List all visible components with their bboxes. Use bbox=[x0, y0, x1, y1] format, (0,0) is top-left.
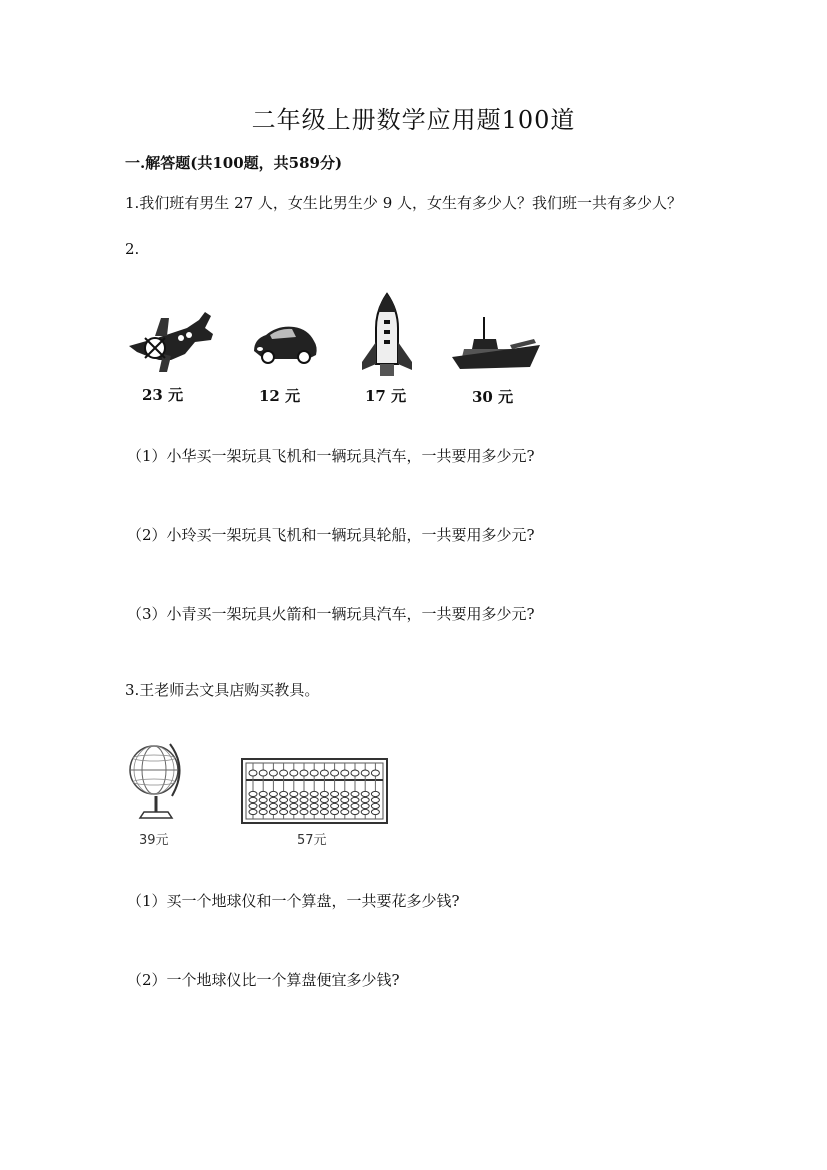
question-3-sub-2: （2）一个地球仪比一个算盘便宜多少钱? bbox=[127, 971, 400, 989]
abacus-bead bbox=[259, 791, 267, 796]
abacus-bead bbox=[351, 770, 359, 776]
abacus-bead bbox=[269, 770, 277, 776]
question-2-sub-3: （3）小青买一架玩具火箭和一辆玩具汽车，一共要用多少元? bbox=[127, 605, 535, 623]
abacus-bead bbox=[249, 797, 257, 802]
abacus-bead bbox=[269, 797, 277, 802]
abacus-bead bbox=[361, 770, 369, 776]
abacus-bead bbox=[310, 803, 318, 808]
airplane-icon bbox=[125, 308, 217, 378]
abacus-bead bbox=[310, 791, 318, 796]
abacus-bead bbox=[310, 809, 318, 814]
abacus-bead bbox=[249, 770, 257, 776]
abacus-bead bbox=[331, 797, 339, 802]
abacus-bead bbox=[331, 770, 339, 776]
abacus-bead bbox=[371, 803, 379, 808]
abacus-bead bbox=[341, 797, 349, 802]
question-2-sub-2: （2）小玲买一架玩具飞机和一辆玩具轮船，一共要用多少元? bbox=[127, 526, 535, 544]
toy-price-rocket: 17 元 bbox=[365, 387, 407, 405]
question-1: 1.我们班有男生 27 人，女生比男生少 9 人，女生有多少人？我们班一共有多少人？ bbox=[125, 194, 683, 212]
abacus-bead bbox=[290, 809, 298, 814]
abacus-bead bbox=[371, 791, 379, 796]
abacus-bead bbox=[269, 803, 277, 808]
abacus-bead bbox=[351, 809, 359, 814]
abacus-bead bbox=[259, 809, 267, 814]
abacus-bead bbox=[249, 791, 257, 796]
section-heading: 一.解答题(共100题，共589分) bbox=[125, 154, 343, 172]
abacus-bead bbox=[259, 803, 267, 808]
abacus-bead bbox=[331, 791, 339, 796]
abacus-bead bbox=[371, 809, 379, 814]
abacus-bead bbox=[361, 809, 369, 814]
abacus-bead bbox=[320, 803, 328, 808]
rocket-icon bbox=[358, 292, 416, 378]
abacus-bead bbox=[310, 770, 318, 776]
ship-icon bbox=[450, 315, 542, 373]
globe-icon bbox=[126, 738, 186, 826]
abacus-bead bbox=[351, 791, 359, 796]
abacus-bead bbox=[249, 803, 257, 808]
abacus-bead bbox=[351, 797, 359, 802]
abacus-bead bbox=[290, 791, 298, 796]
abacus-bead bbox=[280, 797, 288, 802]
abacus-bead bbox=[259, 770, 267, 776]
abacus-bead bbox=[361, 797, 369, 802]
abacus-bead bbox=[300, 791, 308, 796]
abacus-bead bbox=[280, 791, 288, 796]
abacus-bead bbox=[269, 809, 277, 814]
toy-price-ship: 30 元 bbox=[472, 388, 514, 406]
abacus-bead bbox=[351, 803, 359, 808]
abacus-bead bbox=[269, 791, 277, 796]
abacus-bead bbox=[249, 809, 257, 814]
car-icon bbox=[250, 323, 320, 365]
abacus-bead bbox=[280, 770, 288, 776]
abacus-bead bbox=[341, 770, 349, 776]
question-3: 3.王老师去文具店购买教具。 bbox=[125, 681, 320, 699]
abacus-bead bbox=[361, 803, 369, 808]
toy-price-car: 12 元 bbox=[259, 387, 301, 405]
abacus-bead bbox=[310, 797, 318, 802]
abacus-bead bbox=[361, 791, 369, 796]
question-2-sub-1: （1）小华买一架玩具飞机和一辆玩具汽车，一共要用多少元? bbox=[127, 447, 535, 465]
item-price-abacus: 57元 bbox=[297, 833, 327, 848]
item-price-globe: 39元 bbox=[139, 833, 169, 848]
abacus-bead bbox=[300, 809, 308, 814]
abacus-bead bbox=[300, 803, 308, 808]
abacus-bead bbox=[290, 803, 298, 808]
abacus-icon bbox=[241, 758, 388, 824]
abacus-bead bbox=[320, 809, 328, 814]
abacus-bead bbox=[320, 770, 328, 776]
question-2-number: 2. bbox=[125, 240, 140, 258]
abacus-bead bbox=[290, 770, 298, 776]
abacus-bead bbox=[371, 797, 379, 802]
abacus-bead bbox=[259, 797, 267, 802]
abacus-bead bbox=[300, 770, 308, 776]
abacus-bead bbox=[320, 797, 328, 802]
page-title: 二年级上册数学应用题100道 bbox=[251, 106, 576, 134]
abacus-bead bbox=[280, 803, 288, 808]
abacus-bead bbox=[371, 770, 379, 776]
abacus-bead bbox=[280, 809, 288, 814]
abacus-bead bbox=[290, 797, 298, 802]
abacus-bead bbox=[300, 797, 308, 802]
abacus-bead bbox=[331, 803, 339, 808]
abacus-bead bbox=[341, 809, 349, 814]
abacus-bead bbox=[331, 809, 339, 814]
toy-price-airplane: 23 元 bbox=[142, 386, 184, 404]
abacus-bead bbox=[341, 803, 349, 808]
abacus-bead bbox=[320, 791, 328, 796]
abacus-bead bbox=[341, 791, 349, 796]
question-3-sub-1: （1）买一个地球仪和一个算盘，一共要花多少钱? bbox=[127, 892, 460, 910]
